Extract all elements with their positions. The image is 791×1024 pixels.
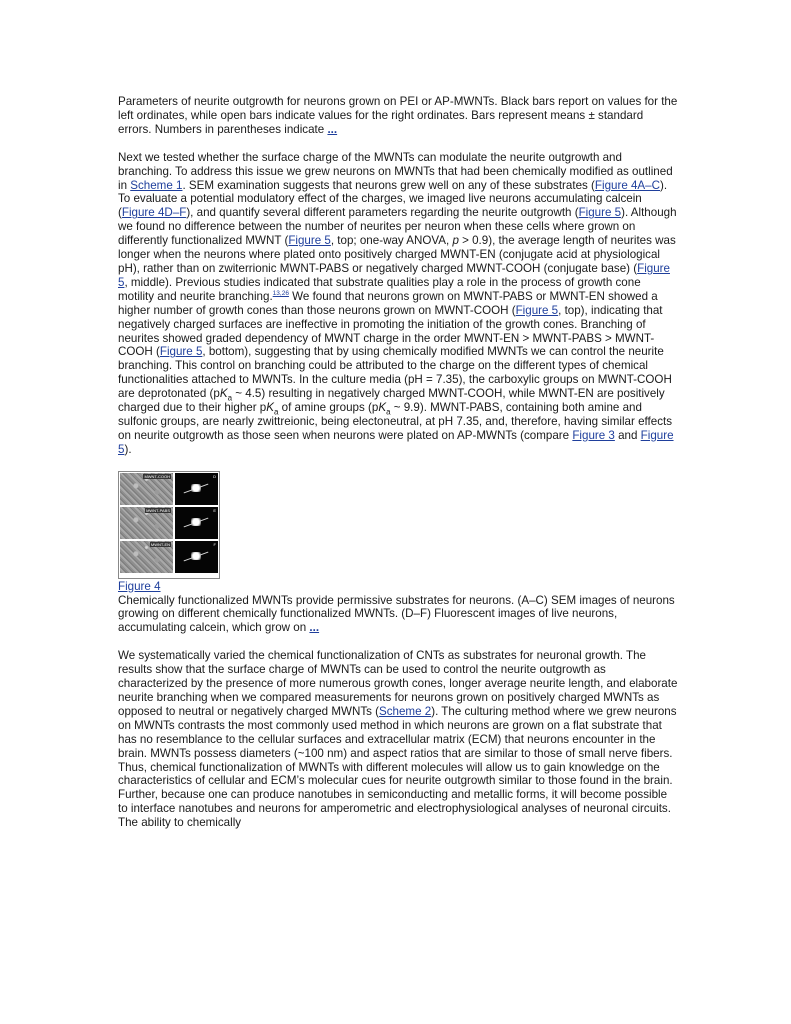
panel-letter: E [213, 507, 216, 513]
figure-5-link[interactable]: Figure 5 [515, 303, 559, 317]
figure-5-link[interactable]: Figure 5 [159, 345, 203, 359]
text-run: . SEM examination suggests that neurons grew well on any of these substrates ( [182, 178, 595, 192]
figure-4d-f-link[interactable]: Figure 4D–F [121, 206, 187, 220]
subscript-a: a [227, 393, 233, 403]
italic-p: p [452, 234, 459, 248]
figure-4-link[interactable]: Figure 4 [118, 579, 161, 593]
caption-text: Parameters of neurite outgrowth for neurons grown on PEI or AP-MWNTs. Black bars report on values for the left ordinates, while open bars indicate values for the right ordinates. Bars represent means ± standard errors. Numbers in parentheses indicate [118, 95, 678, 136]
text-run: of amine groups (p [278, 401, 379, 415]
text-run: > 0.9), the average length of neurites was longer when the neurons where plated onto positively charged MWNT-EN (conjugate acid at physiological pH), rather than on zwiterrionic MWNT-PABS or negatively charged MWNT-COOH (conjugate base) ( [118, 234, 676, 275]
figure-5-link[interactable]: Figure 5 [118, 261, 670, 289]
text-run: , top), indicating that negatively charged surfaces are ineffective in promoting the initiation of the growth cones. Branching of neurites showed graded dependency of MWNT charge in the order MWNT-EN > MWNT-PABS > MWNT-COOH ( [118, 303, 663, 359]
panel-label: MWNT-COOH [144, 473, 170, 479]
figure-3-link[interactable]: Figure 3 [572, 428, 615, 442]
fluorescent-image-e [175, 507, 218, 539]
figure-4a-c-link[interactable]: Figure 4A–C [594, 178, 660, 192]
text-run: ). Although we found no difference between the number of neurites per neuron when these cells where grown on differently functionalized MWNT ( [118, 206, 677, 248]
sem-image-a [120, 473, 173, 505]
figure-caption-excerpt [118, 95, 678, 137]
scheme-2-link[interactable]: Scheme 2 [379, 704, 432, 718]
text-run: , middle). Previous studies indicated that substrate qualities play a role in the process of growth cone motility and neurite branching. [118, 275, 641, 303]
text-run: We found that neurons grown on MWNT-PABS or MWNT-EN showed a higher number of growth cones than those neurons grown on MWNT-COOH ( [118, 289, 658, 317]
neuron-cell-shape [191, 484, 201, 492]
neuron-cell-shape [191, 552, 201, 560]
figure-5-link[interactable]: Figure 5 [578, 206, 622, 220]
figure-5-link[interactable]: Figure 5 [118, 428, 674, 456]
body-paragraph-1 [118, 151, 678, 457]
figure-5-link[interactable]: Figure 5 [288, 234, 331, 248]
italic-k: K [378, 401, 387, 415]
text-run: Next we tested whether the surface charge of the MWNTs can modulate the neurite outgrowth and branching. To address this issue we grew neurons on MWNTs that had been chemically modified as outlined in [118, 150, 673, 192]
text-run: ), and quantify several different parameters regarding the neurite outgrowth ( [186, 206, 579, 220]
italic-k: K [219, 387, 228, 401]
fluorescent-image-d [175, 473, 218, 505]
figure-4-caption [118, 594, 678, 636]
sem-image-b [120, 507, 173, 539]
sem-image-c [120, 541, 173, 573]
text-run: , bottom), suggesting that by using chemically modified MWNTs we can control the neurite branching. This control on branching could be attributed to the charge on the different types of chemical functionalities attached to MWNTs. In the culture media (pH = 7.35), the carboxylic groups on MWNT-COOH are deprotonated (p [118, 345, 672, 401]
subscript-a: a [386, 407, 391, 417]
caption-more-link[interactable]: ... [327, 122, 338, 136]
fluorescent-image-f [175, 541, 218, 573]
text-run: ). The culturing method where we grew neurons on MWNTs contrasts the most commonly used method in which neurons are grown on a flat substrate that has no resemblance to the cellular surfaces and extracellular matrix (ECM) that neurons encounter in the brain. MWNTs possess diameters (~100 nm) and aspect ratios that are similar to those of small nerve fibers. Thus, chemical functionalization of MWNTs with different molecules will allow us to gain knowledge on the characteristics of cellular and ECM’s molecular cues for neurite outgrowth similar to those found in the brain. Further, because one can produce nanotubes in semiconducting and metallic forms, it will become possible to interface nanotubes and neurons for amperometric and electrophysiological analyses of neuronal circuits. The ability to chemically [118, 704, 677, 830]
panel-label: MWNT-PABS [146, 507, 170, 513]
citation-superscript: 13,26 [272, 289, 289, 297]
neuron-cell-shape [191, 518, 201, 526]
panel-letter: D [213, 473, 216, 479]
figure-4-block [118, 471, 218, 579]
body-paragraph-2 [118, 649, 678, 830]
text-run: , top; one-way ANOVA, [330, 234, 453, 248]
panel-label: MWNT-EN [150, 541, 170, 547]
text-run: We systematically varied the chemical functionalization of CNTs as substrates for neuronal growth. The results show that the surface charge of MWNTs can be used to control the neurite outgrowth as characterized by the presence of more numerous growth cones, longer average neurite length, and elaborate neurite branching when we compared measurements for neurons grown on positively charged MWNTs as opposed to neutral or negatively charged MWNTs ( [118, 649, 678, 718]
panel-letter: F [213, 541, 216, 547]
text-run: ). [124, 442, 132, 456]
citation-superscript-link[interactable] [273, 290, 289, 303]
figure-4-thumbnail[interactable] [118, 471, 220, 579]
text-run: ~ 4.5) resulting in negatively charged MWNT-COOH, while MWNT-EN are positively charged due to their higher p [118, 387, 665, 415]
article-page [118, 95, 678, 844]
subscript-a: a [273, 407, 279, 417]
text-run: and [614, 428, 641, 442]
scheme-1-link[interactable]: Scheme 1 [130, 178, 183, 192]
italic-k: K [266, 401, 274, 415]
caption-more-link[interactable]: ... [309, 621, 320, 635]
caption-text: Chemically functionalized MWNTs provide permissive substrates for neurons. (A–C) SEM images of neurons growing on different chemically functionalized MWNTs. (D–F) Fluorescent images of live neurons, accumulating calcein, which grow on [118, 593, 675, 635]
text-run: ). To evaluate a potential modulatory effect of the charges, we imaged live neurons accumulating calcein ( [118, 178, 668, 220]
text-run: ~ 9.9). MWNT-PABS, containing both amine and sulfonic groups, are nearly zwittreionic, being electoneutral, at pH 7.35, and, therefore, having similar effects on neurite outgrowth as those seen when neurons were plated on AP-MWNTs (compare [118, 401, 673, 442]
